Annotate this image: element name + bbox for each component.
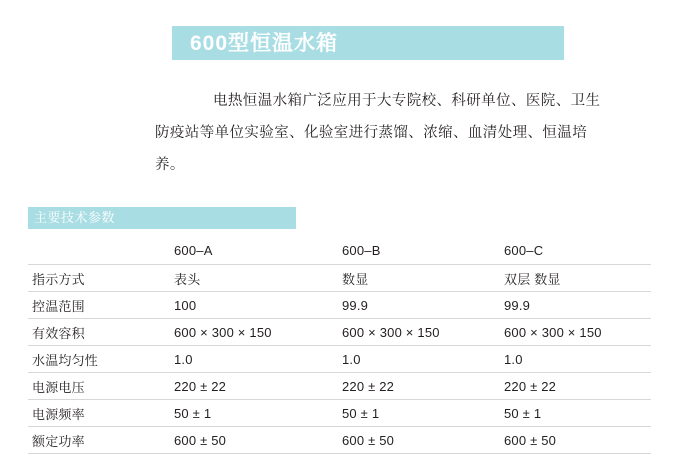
row-value: 600 ± 50 (340, 427, 502, 454)
row-label: 指示方式 (28, 265, 172, 292)
spec-table (28, 236, 651, 454)
table-row (28, 292, 651, 319)
table-header-row (28, 236, 651, 265)
row-value: 600 × 300 × 150 (172, 319, 340, 346)
row-value: 220 ± 22 (340, 373, 502, 400)
row-value: 1.0 (172, 346, 340, 373)
row-value: 1.0 (502, 346, 651, 373)
row-value: 99.9 (502, 292, 651, 319)
product-description: 电热恒温水箱广泛应用于大专院校、科研单位、医院、卫生防疫站等单位实验室、化验室进行蒸馏、浓缩、血清处理、恒温培养。 (155, 93, 601, 173)
row-value: 600 ± 50 (172, 427, 340, 454)
page-title: 600型恒温水箱 (190, 32, 339, 55)
row-value: 数显 (340, 265, 502, 292)
row-label: 有效容积 (28, 319, 172, 346)
row-value: 99.9 (340, 292, 502, 319)
row-value: 50 ± 1 (172, 400, 340, 427)
row-label: 电源电压 (28, 373, 172, 400)
row-value: 220 ± 22 (172, 373, 340, 400)
table-row (28, 265, 651, 292)
row-label: 额定功率 (28, 427, 172, 454)
row-value: 表头 (172, 265, 340, 292)
table-row (28, 400, 651, 427)
row-value: 1.0 (340, 346, 502, 373)
row-label: 电源频率 (28, 400, 172, 427)
row-label: 控温范围 (28, 292, 172, 319)
row-value: 100 (172, 292, 340, 319)
table-header-cell-2: 600–B (340, 236, 502, 265)
table-header-cell-1: 600–A (172, 236, 340, 265)
table-row (28, 319, 651, 346)
row-value: 600 × 300 × 150 (340, 319, 502, 346)
row-value: 600 × 300 × 150 (502, 319, 651, 346)
row-value: 50 ± 1 (502, 400, 651, 427)
spec-table-wrapper (28, 236, 651, 454)
table-row (28, 346, 651, 373)
section-header-label: 主要技术参数 (34, 210, 116, 225)
table-header-cell-0 (28, 236, 172, 265)
table-header-cell-3: 600–C (502, 236, 651, 265)
table-row (28, 427, 651, 454)
row-value: 双层 数显 (502, 265, 651, 292)
row-value: 50 ± 1 (340, 400, 502, 427)
row-value: 600 ± 50 (502, 427, 651, 454)
table-row (28, 373, 651, 400)
row-label: 水温均匀性 (28, 346, 172, 373)
row-value: 220 ± 22 (502, 373, 651, 400)
